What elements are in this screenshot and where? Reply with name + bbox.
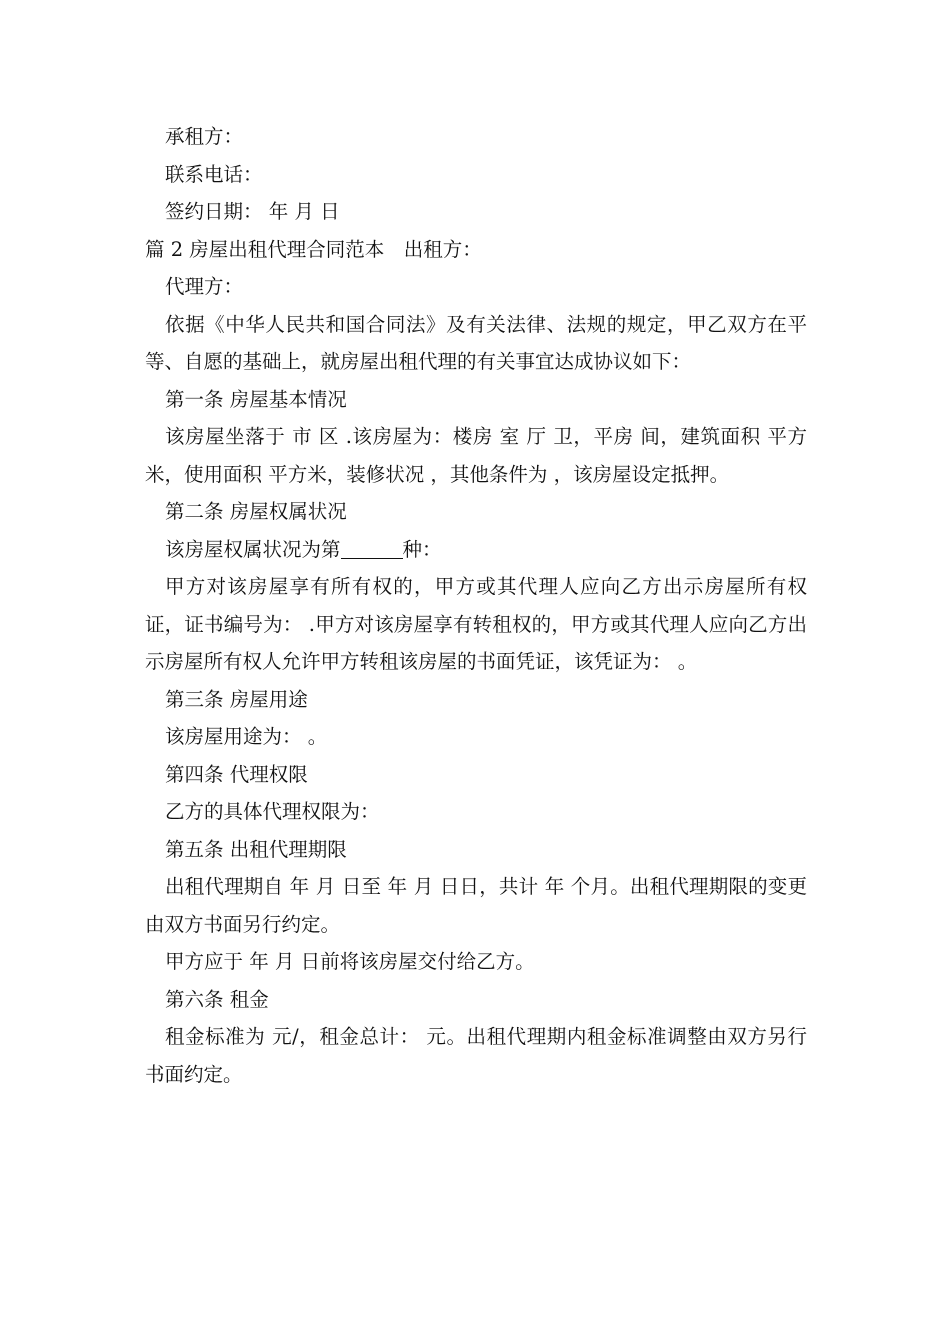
article-2-type-prefix: 该房屋权属状况为第	[165, 537, 341, 561]
document-body	[145, 118, 807, 1093]
article-4-title: 第四条 代理权限	[165, 762, 308, 786]
article-2-type-suffix: 种：	[402, 537, 442, 561]
phone-line: 联系电话：	[165, 162, 263, 186]
section-heading: 篇 2 房屋出租代理合同范本 出租方：	[145, 237, 482, 261]
lessee-line: 承租方：	[165, 125, 244, 148]
article-5-delivery: 甲方应于 年 月 日前将该房屋交付给乙方。	[165, 950, 535, 973]
blank-underline	[341, 540, 403, 559]
article-5-body: 出租代理期自 年 月 日至 年 月 日日，共计 年 个月。出租代理期限的变更由双方书面另行约定。	[145, 875, 807, 936]
article-4-body: 乙方的具体代理权限为：	[165, 800, 380, 823]
article-2-body: 甲方对该房屋享有所有权的，甲方或其代理人应向乙方出示房屋所有权证，证书编号为： .甲方对该房屋享有转租权的，甲方或其代理人应向乙方出示房屋所有权人允许甲方转租该房屋的书面凭证，该凭证为： 。	[145, 575, 807, 673]
article-6-body: 租金标准为 元/，租金总计： 元。出租代理期内租金标准调整由双方另行书面约定。	[145, 1025, 807, 1086]
article-1-title: 第一条 房屋基本情况	[165, 387, 347, 411]
sign-date-line: 签约日期： 年 月 日	[165, 200, 340, 223]
article-3-body: 该房屋用途为： 。	[165, 725, 328, 748]
agent-line: 代理方：	[165, 275, 244, 298]
article-5-title: 第五条 出租代理期限	[165, 837, 347, 861]
article-2-type-line	[145, 531, 807, 569]
article-6-title: 第六条 租金	[165, 987, 269, 1011]
article-3-title: 第三条 房屋用途	[165, 687, 308, 711]
article-2-title: 第二条 房屋权属状况	[165, 500, 347, 523]
article-1-body: 该房屋坐落于 市 区 .该房屋为：楼房 室 厅 卫，平房 间，建筑面积 平方米，使用面积 平方米，装修状况 ，其他条件为 ，该房屋设定抵押。	[145, 425, 807, 486]
basis-paragraph: 依据《中华人民共和国合同法》及有关法律、法规的规定，甲乙双方在平等、自愿的基础上，就房屋出租代理的有关事宜达成协议如下：	[145, 312, 807, 373]
